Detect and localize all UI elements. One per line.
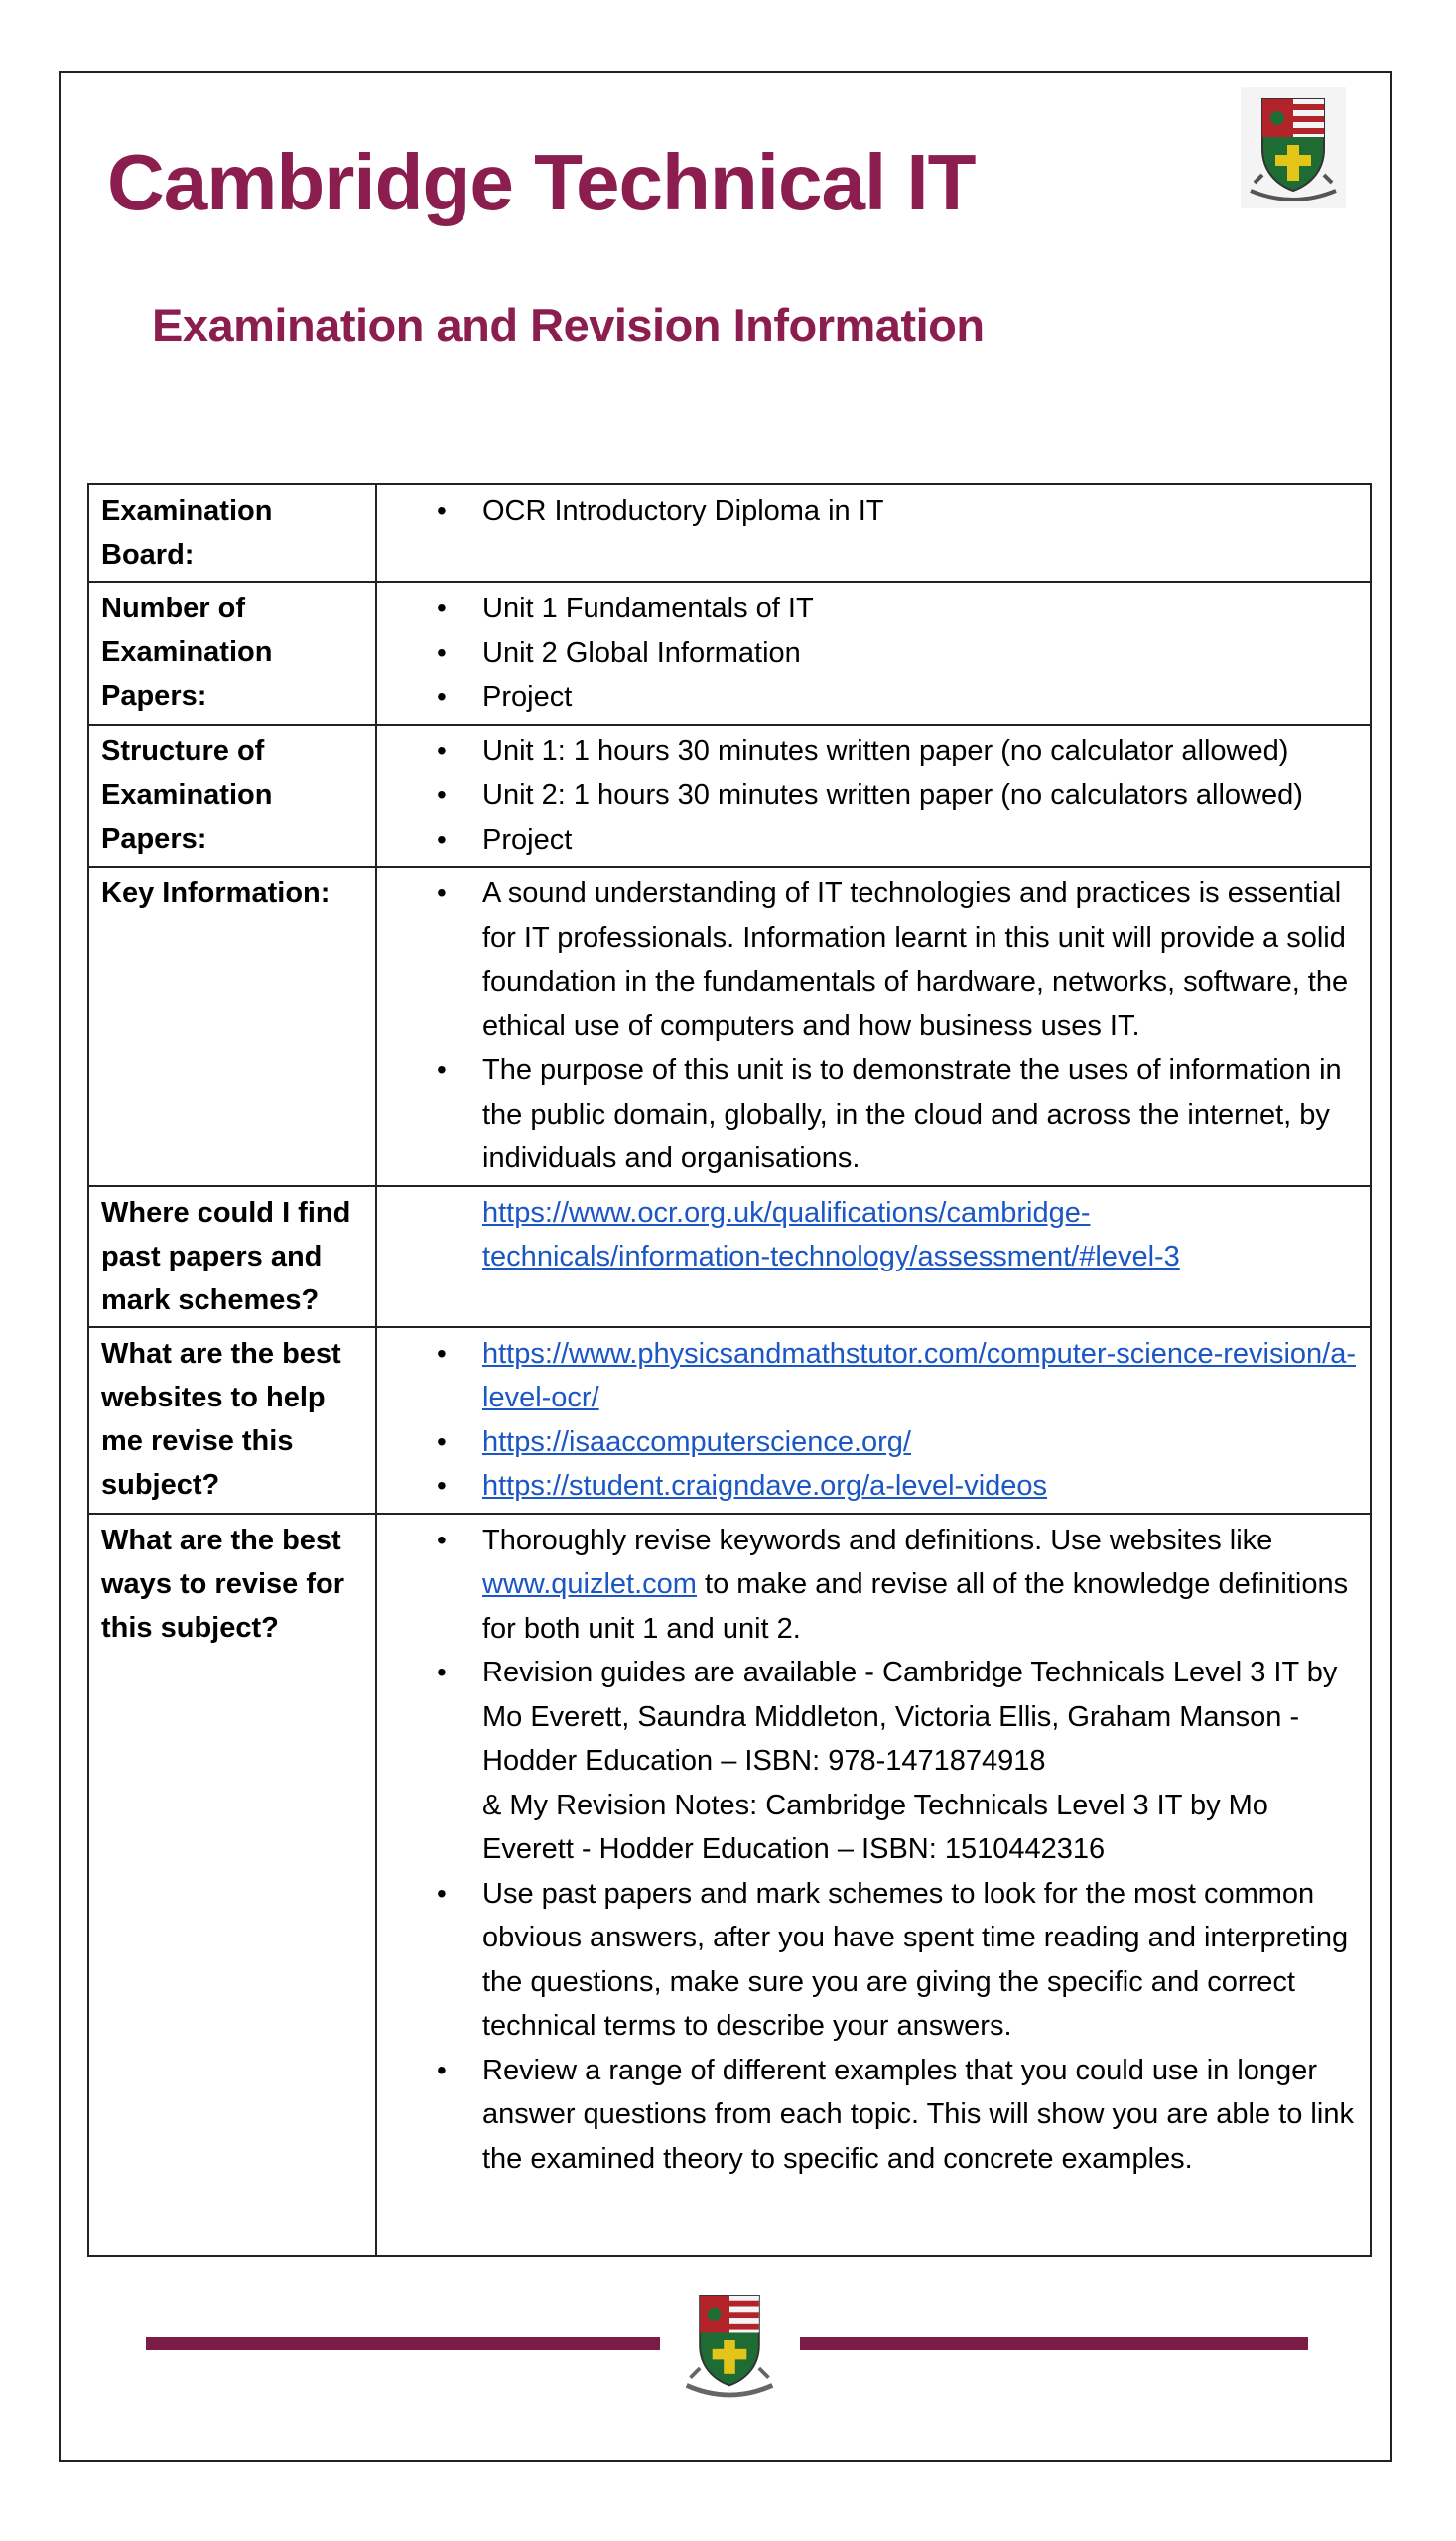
list-item: • The purpose of this unit is to demonstrate the uses of information in the public domain, globally, in the cloud and across the internet, by individuals and organisations. [482, 1048, 1360, 1181]
school-crest-logo [1241, 87, 1346, 208]
revision-website-link[interactable]: https://isaaccomputerscience.org/ [482, 1425, 911, 1458]
row-label: Where could I find past papers and mark schemes? [88, 1186, 376, 1327]
row-label: What are the best websites to help me revise this subject? [88, 1327, 376, 1514]
table-row [88, 725, 1371, 868]
list-item: • Unit 1 Fundamentals of IT [482, 587, 1360, 631]
list-item: • Project [482, 818, 1360, 863]
table-row [88, 1514, 1371, 2256]
table-row [88, 484, 1371, 582]
table-row [88, 1186, 1371, 1327]
table-row [88, 582, 1371, 725]
row-label: Examination Board: [88, 484, 376, 582]
list-item: • Project [482, 675, 1360, 720]
list-item: • Thoroughly revise keywords and definitions. Use websites like www.quizlet.com to make and revise all of the knowledge definitions for both unit 1 and unit 2. [482, 1519, 1360, 1652]
past-papers-link[interactable]: https://www.ocr.org.uk/qualifications/cambridge-technicals/information-technology/assessment/#level-3 [482, 1196, 1180, 1272]
list-item: • Review a range of different examples that you could use in longer answer questions from each topic. This will show you are able to link the examined theory to specific and concrete examples. [482, 2049, 1360, 2182]
row-label: Number of Examination Papers: [88, 582, 376, 725]
footer-bar-left [146, 2337, 660, 2350]
row-label: What are the best ways to revise for this subject? [88, 1514, 376, 2256]
page-title: Cambridge Technical IT [107, 138, 976, 226]
list-item: • Unit 2: 1 hours 30 minutes written paper (no calculators allowed) [482, 773, 1360, 818]
footer-bar-right [800, 2337, 1308, 2350]
school-crest-logo [679, 2285, 780, 2404]
list-item: • A sound understanding of IT technologies and practices is essential for IT professionals. Information learnt in this unit will provide a solid foundation in the fundamentals of hardware, networks, software, the ethical use of computers and how business uses IT. [482, 871, 1360, 1048]
table-row [88, 1327, 1371, 1514]
exam-info-table [87, 483, 1372, 2257]
list-item: • Use past papers and mark schemes to look for the most common obvious answers, after you have spent time reading and interpreting the questions, make sure you are giving the specific and correct technical terms to describe your answers. [482, 1872, 1360, 2049]
row-label: Key Information: [88, 867, 376, 1186]
page-subtitle: Examination and Revision Information [152, 299, 985, 351]
row-label: Structure of Examination Papers: [88, 725, 376, 868]
list-item: • Revision guides are available - Cambridge Technicals Level 3 IT by Mo Everett, Saundra Middleton, Victoria Ellis, Graham Manson - Hodder Education – ISBN: 978-1471874918 & My Revision Notes: Cambridge Technicals Level 3 IT by Mo Everett - Hodder Education – ISBN: 1510442316 [482, 1651, 1360, 1872]
table-row [88, 867, 1371, 1186]
revision-website-link[interactable]: https://student.craigndave.org/a-level-videos [482, 1470, 1048, 1502]
revision-website-link[interactable]: https://www.physicsandmathstutor.com/computer-science-revision/a-level-ocr/ [482, 1337, 1357, 1413]
list-item: • Unit 2 Global Information [482, 631, 1360, 676]
list-item: • Unit 1: 1 hours 30 minutes written paper (no calculator allowed) [482, 730, 1360, 774]
quizlet-link[interactable]: www.quizlet.com [482, 1568, 697, 1600]
list-item: • OCR Introductory Diploma in IT [482, 489, 1360, 534]
